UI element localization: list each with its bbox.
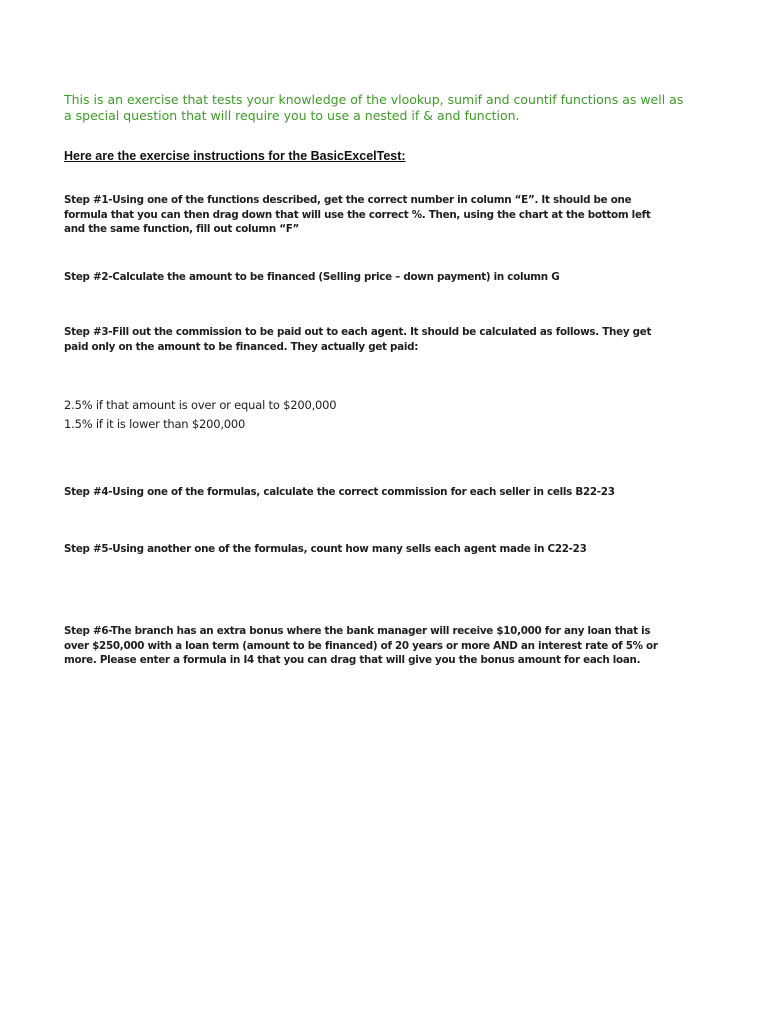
step-1-text: Step #1-Using one of the functions described, get the correct number in column “E”. It should be one formula that you can then drag down that will use the correct %. Then, using the chart at the bottom left and the same function, fill out column “F” xyxy=(64,193,651,235)
step-2-text: Step #2-Calculate the amount to be financed (Selling price – down payment) in column G xyxy=(64,270,560,283)
step-6-text: Step #6-The branch has an extra bonus where the bank manager will receive $10,000 for any loan that is over $250,000 with a loan term (amount to be financed) of 20 years or more AND an interest rate of 5% or more. Please enter a formula in I4 that you can drag that will give you the bonus amount for each loan. xyxy=(64,624,658,666)
commission-rate-low: 1.5% if it is lower than $200,000 xyxy=(64,417,246,431)
step-4-text: Step #4-Using one of the formulas, calculate the correct commission for each seller in cells B22-23 xyxy=(64,485,615,498)
step-5-text: Step #5-Using another one of the formulas, count how many sells each agent made in C22-23 xyxy=(64,542,587,555)
intro-paragraph: This is an exercise that tests your knowledge of the vlookup, sumif and countif functions as well as a special question that will require you to use a nested if & and function. xyxy=(64,92,684,123)
instructions-heading: Here are the exercise instructions for the BasicExcelTest: xyxy=(64,149,406,163)
step-3-text: Step #3-Fill out the commission to be paid out to each agent. It should be calculated as follows. They get paid only on the amount to be financed. They actually get paid: xyxy=(64,325,652,353)
commission-rate-high: 2.5% if that amount is over or equal to $200,000 xyxy=(64,398,337,412)
